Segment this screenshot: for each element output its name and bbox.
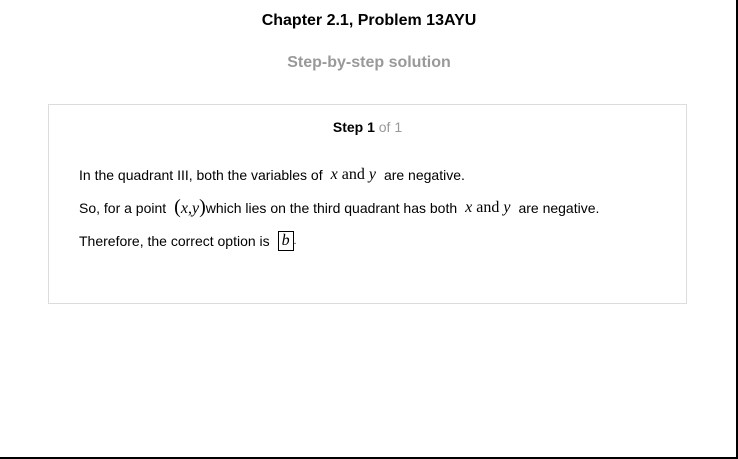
line2-conj: and (476, 198, 500, 216)
line2-text-middle: which lies on the third quadrant has both (205, 199, 458, 216)
solution-line-1 (79, 166, 465, 184)
line1-text-after: are negative. (383, 167, 465, 183)
solution-subtitle: Step-by-step solution (287, 54, 451, 71)
step-header (49, 119, 686, 135)
line2-point-x: x (180, 200, 188, 217)
solution-line-3 (79, 231, 296, 251)
line2-point-close: ) (199, 196, 206, 218)
step-label: Step 1 (332, 119, 375, 135)
step-total: of 1 (378, 119, 403, 135)
step-card (48, 104, 687, 304)
line2-point-y: y (191, 200, 200, 217)
line3-text-before: Therefore, the correct option is (79, 233, 270, 249)
line2-point (174, 197, 206, 218)
line2-point-comma: , (187, 200, 192, 217)
line1-math (331, 166, 376, 184)
line2-var-y: y (503, 198, 511, 216)
line1-text-before: In the quadrant III, both the variables of (79, 167, 323, 183)
line2-text-after: are negative. (518, 199, 600, 216)
line3-period: . (293, 235, 297, 247)
line1-var-y: y (368, 166, 376, 183)
answer-box: b (278, 231, 294, 251)
line2-var-x: x (465, 198, 473, 216)
line2-text-before: So, for a point (79, 199, 167, 216)
line2-math (465, 199, 510, 217)
chapter-title: Chapter 2.1, Problem 13AYU (261, 12, 477, 29)
solution-line-2 (79, 197, 599, 218)
line1-var-x: x (330, 166, 338, 183)
line1-conj: and (341, 166, 365, 183)
line2-point-open: ( (174, 196, 181, 218)
